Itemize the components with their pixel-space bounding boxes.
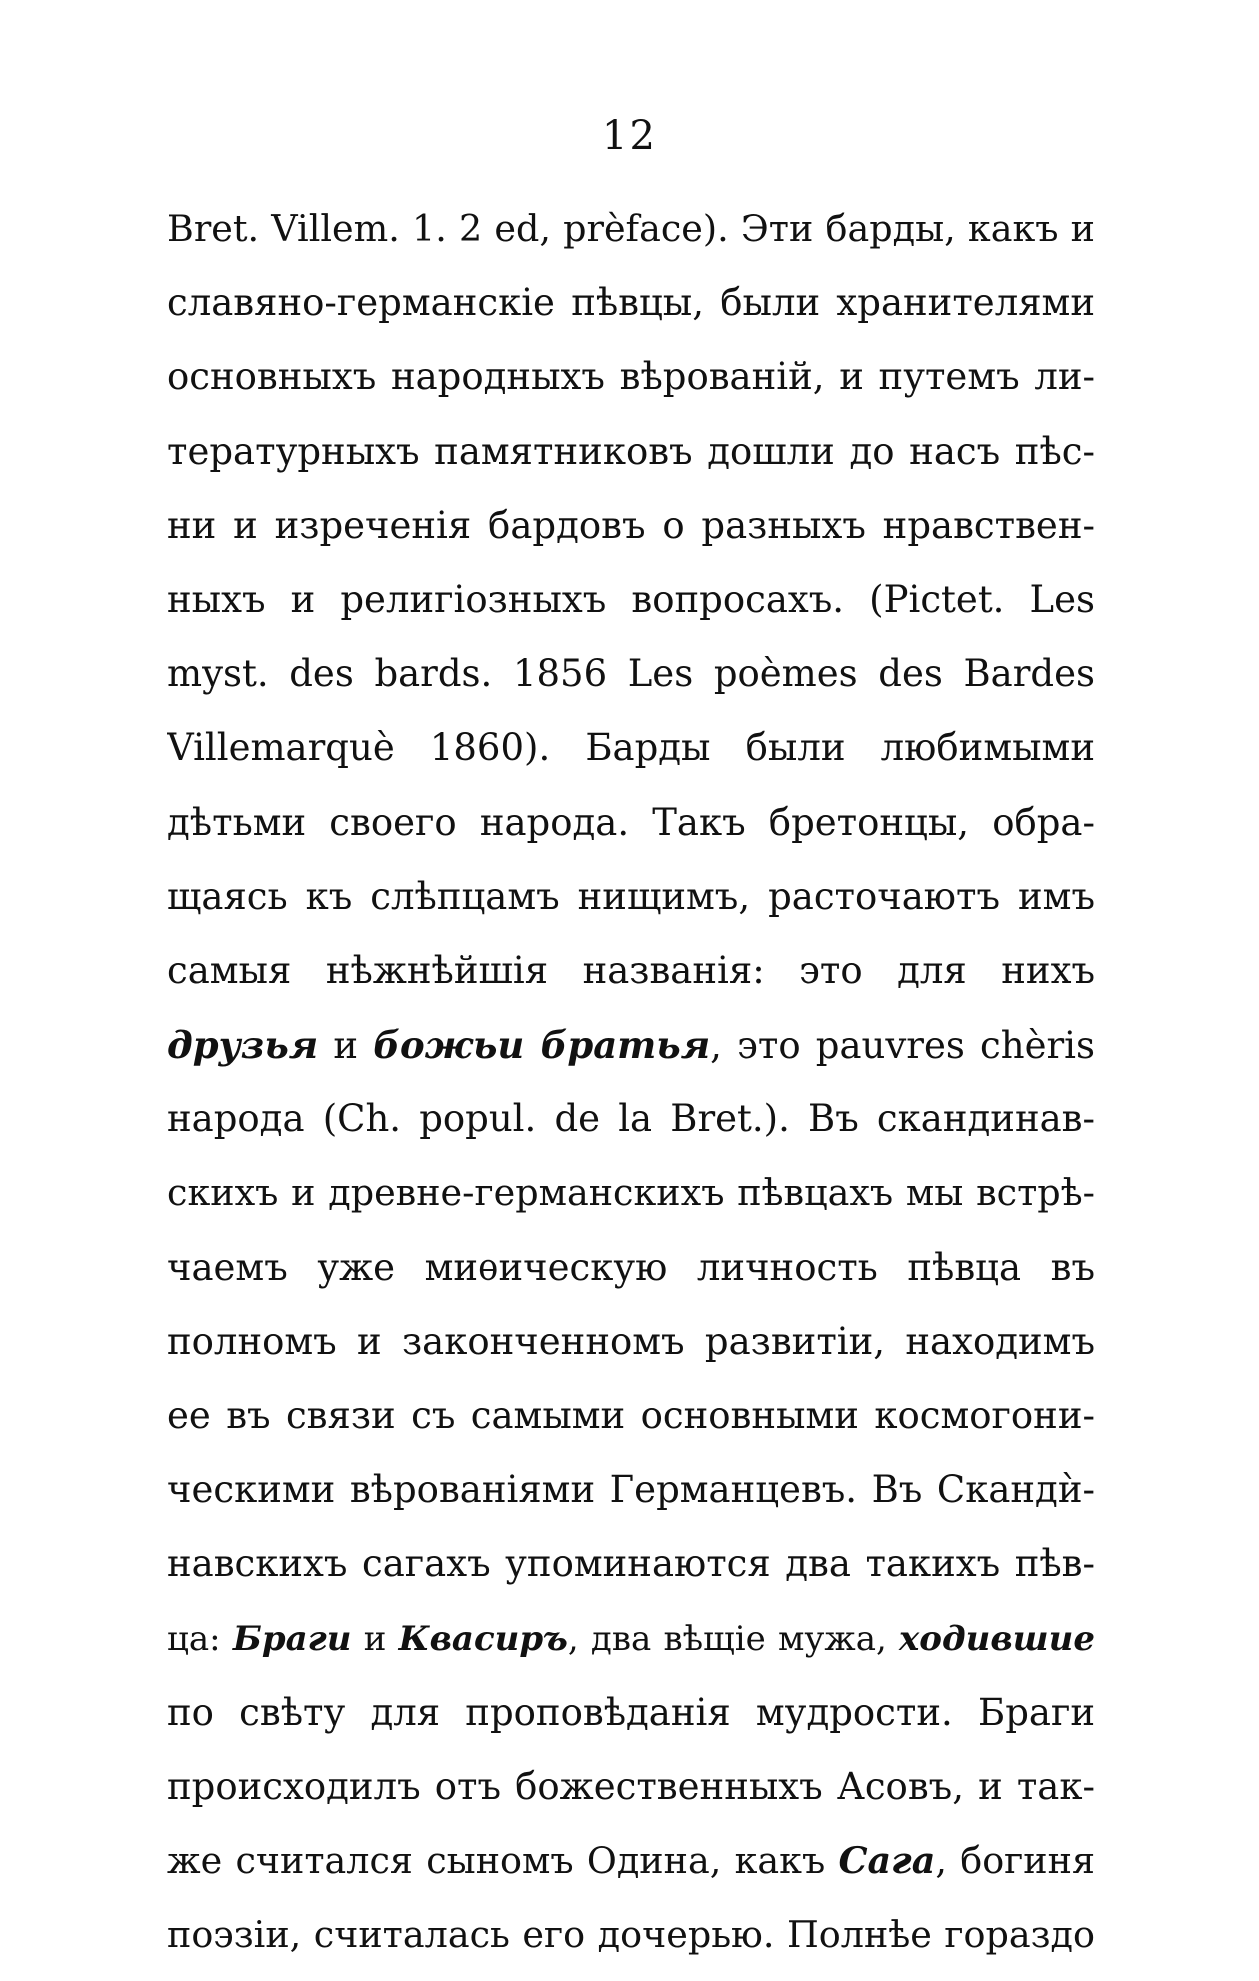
text-line bbox=[167, 645, 1095, 719]
italic-text-run: Сага bbox=[838, 1839, 936, 1883]
text-line bbox=[167, 1535, 1095, 1609]
text-line bbox=[167, 200, 1095, 274]
text-run: Villemarquè 1860). Барды были любимыми bbox=[167, 726, 1095, 770]
text-run: навскихъ сагахъ упоминаются два такихъ пѣв- bbox=[167, 1542, 1095, 1586]
italic-text-run: божьи братья bbox=[373, 1023, 711, 1068]
text-run: славяно-германскіе пѣвцы, были хранителями bbox=[167, 281, 1095, 325]
text-line bbox=[167, 1164, 1095, 1238]
text-run: Bret. Villem. 1. 2 ed, prèface). Эти барды, какъ и bbox=[167, 207, 1095, 250]
text-line bbox=[167, 1387, 1095, 1461]
text-run: ее въ связи съ самыми основными космогони- bbox=[167, 1394, 1095, 1437]
text-run: поэзіи, считалась его дочерью. Полнѣе гораздо bbox=[167, 1913, 1095, 1957]
text-line bbox=[167, 1610, 1095, 1684]
italic-text-run: друзья bbox=[167, 1023, 319, 1068]
text-run: myst. des bards. 1856 Les poèmes des Bardes bbox=[167, 652, 1095, 696]
text-run: по свѣту для проповѣданія мудрости. Браги bbox=[167, 1690, 1095, 1734]
text-run: ныхъ и религіозныхъ вопросахъ. (Pictet. Les bbox=[167, 577, 1095, 621]
text-run: ческими вѣрованіями Германцевъ. Въ Скандѝ- bbox=[167, 1468, 1095, 1512]
text-run: , два вѣщіе мужа, bbox=[567, 1618, 900, 1659]
text-run: ни и изреченія бардовъ о разныхъ нравствен- bbox=[167, 503, 1095, 547]
text-line bbox=[167, 1461, 1095, 1535]
text-run: и bbox=[351, 1618, 399, 1659]
text-run: происходилъ отъ божественныхъ Асовъ, и так- bbox=[167, 1764, 1095, 1808]
text-line bbox=[167, 1684, 1095, 1758]
text-run: чаемъ уже миѳическую личность пѣвца въ bbox=[167, 1245, 1095, 1289]
text-run: полномъ и законченномъ развитіи, находимъ bbox=[167, 1319, 1095, 1363]
text-line bbox=[167, 1239, 1095, 1313]
text-line bbox=[167, 1832, 1095, 1906]
text-line bbox=[167, 274, 1095, 348]
text-line bbox=[167, 942, 1095, 1016]
text-line bbox=[167, 497, 1095, 571]
page-number: 12 bbox=[602, 113, 657, 159]
text-run: тературныхъ памятниковъ дошли до насъ пѣс- bbox=[167, 429, 1095, 473]
text-run: , богиня bbox=[935, 1839, 1095, 1883]
text-line bbox=[167, 794, 1095, 868]
text-run: самыя нѣжнѣйшія названія: это для нихъ bbox=[167, 948, 1095, 992]
italic-text-run: Браги bbox=[232, 1618, 352, 1659]
text-run: скихъ и древне-германскихъ пѣвцахъ мы встрѣ- bbox=[167, 1171, 1095, 1215]
text-line bbox=[167, 348, 1095, 422]
text-line bbox=[167, 1016, 1095, 1090]
text-run: ца: bbox=[167, 1618, 233, 1659]
text-line bbox=[167, 1313, 1095, 1387]
text-line bbox=[167, 719, 1095, 793]
text-run: основныхъ народныхъ вѣрованій, и путемъ ли- bbox=[167, 355, 1095, 399]
text-run: народа (Ch. popul. de la Bret.). Въ скандинав- bbox=[167, 1097, 1095, 1141]
text-run: и bbox=[318, 1024, 374, 1068]
text-line bbox=[167, 1758, 1095, 1832]
text-line bbox=[167, 423, 1095, 497]
italic-text-run: Квасиръ bbox=[398, 1618, 568, 1659]
text-run: , это pauvres chèris bbox=[710, 1024, 1095, 1068]
text-line bbox=[167, 868, 1095, 942]
body-text bbox=[167, 200, 1095, 1981]
text-run: дѣтьми своего народа. Такъ бретонцы, обра- bbox=[167, 800, 1095, 844]
italic-text-run: ходившие bbox=[899, 1618, 1095, 1659]
text-run: щаясь къ слѣпцамъ нищимъ, расточаютъ имъ bbox=[167, 874, 1095, 918]
text-line bbox=[167, 1090, 1095, 1164]
text-run: же считался сыномъ Одина, какъ bbox=[167, 1839, 839, 1883]
text-line bbox=[167, 571, 1095, 645]
text-line bbox=[167, 1906, 1095, 1980]
